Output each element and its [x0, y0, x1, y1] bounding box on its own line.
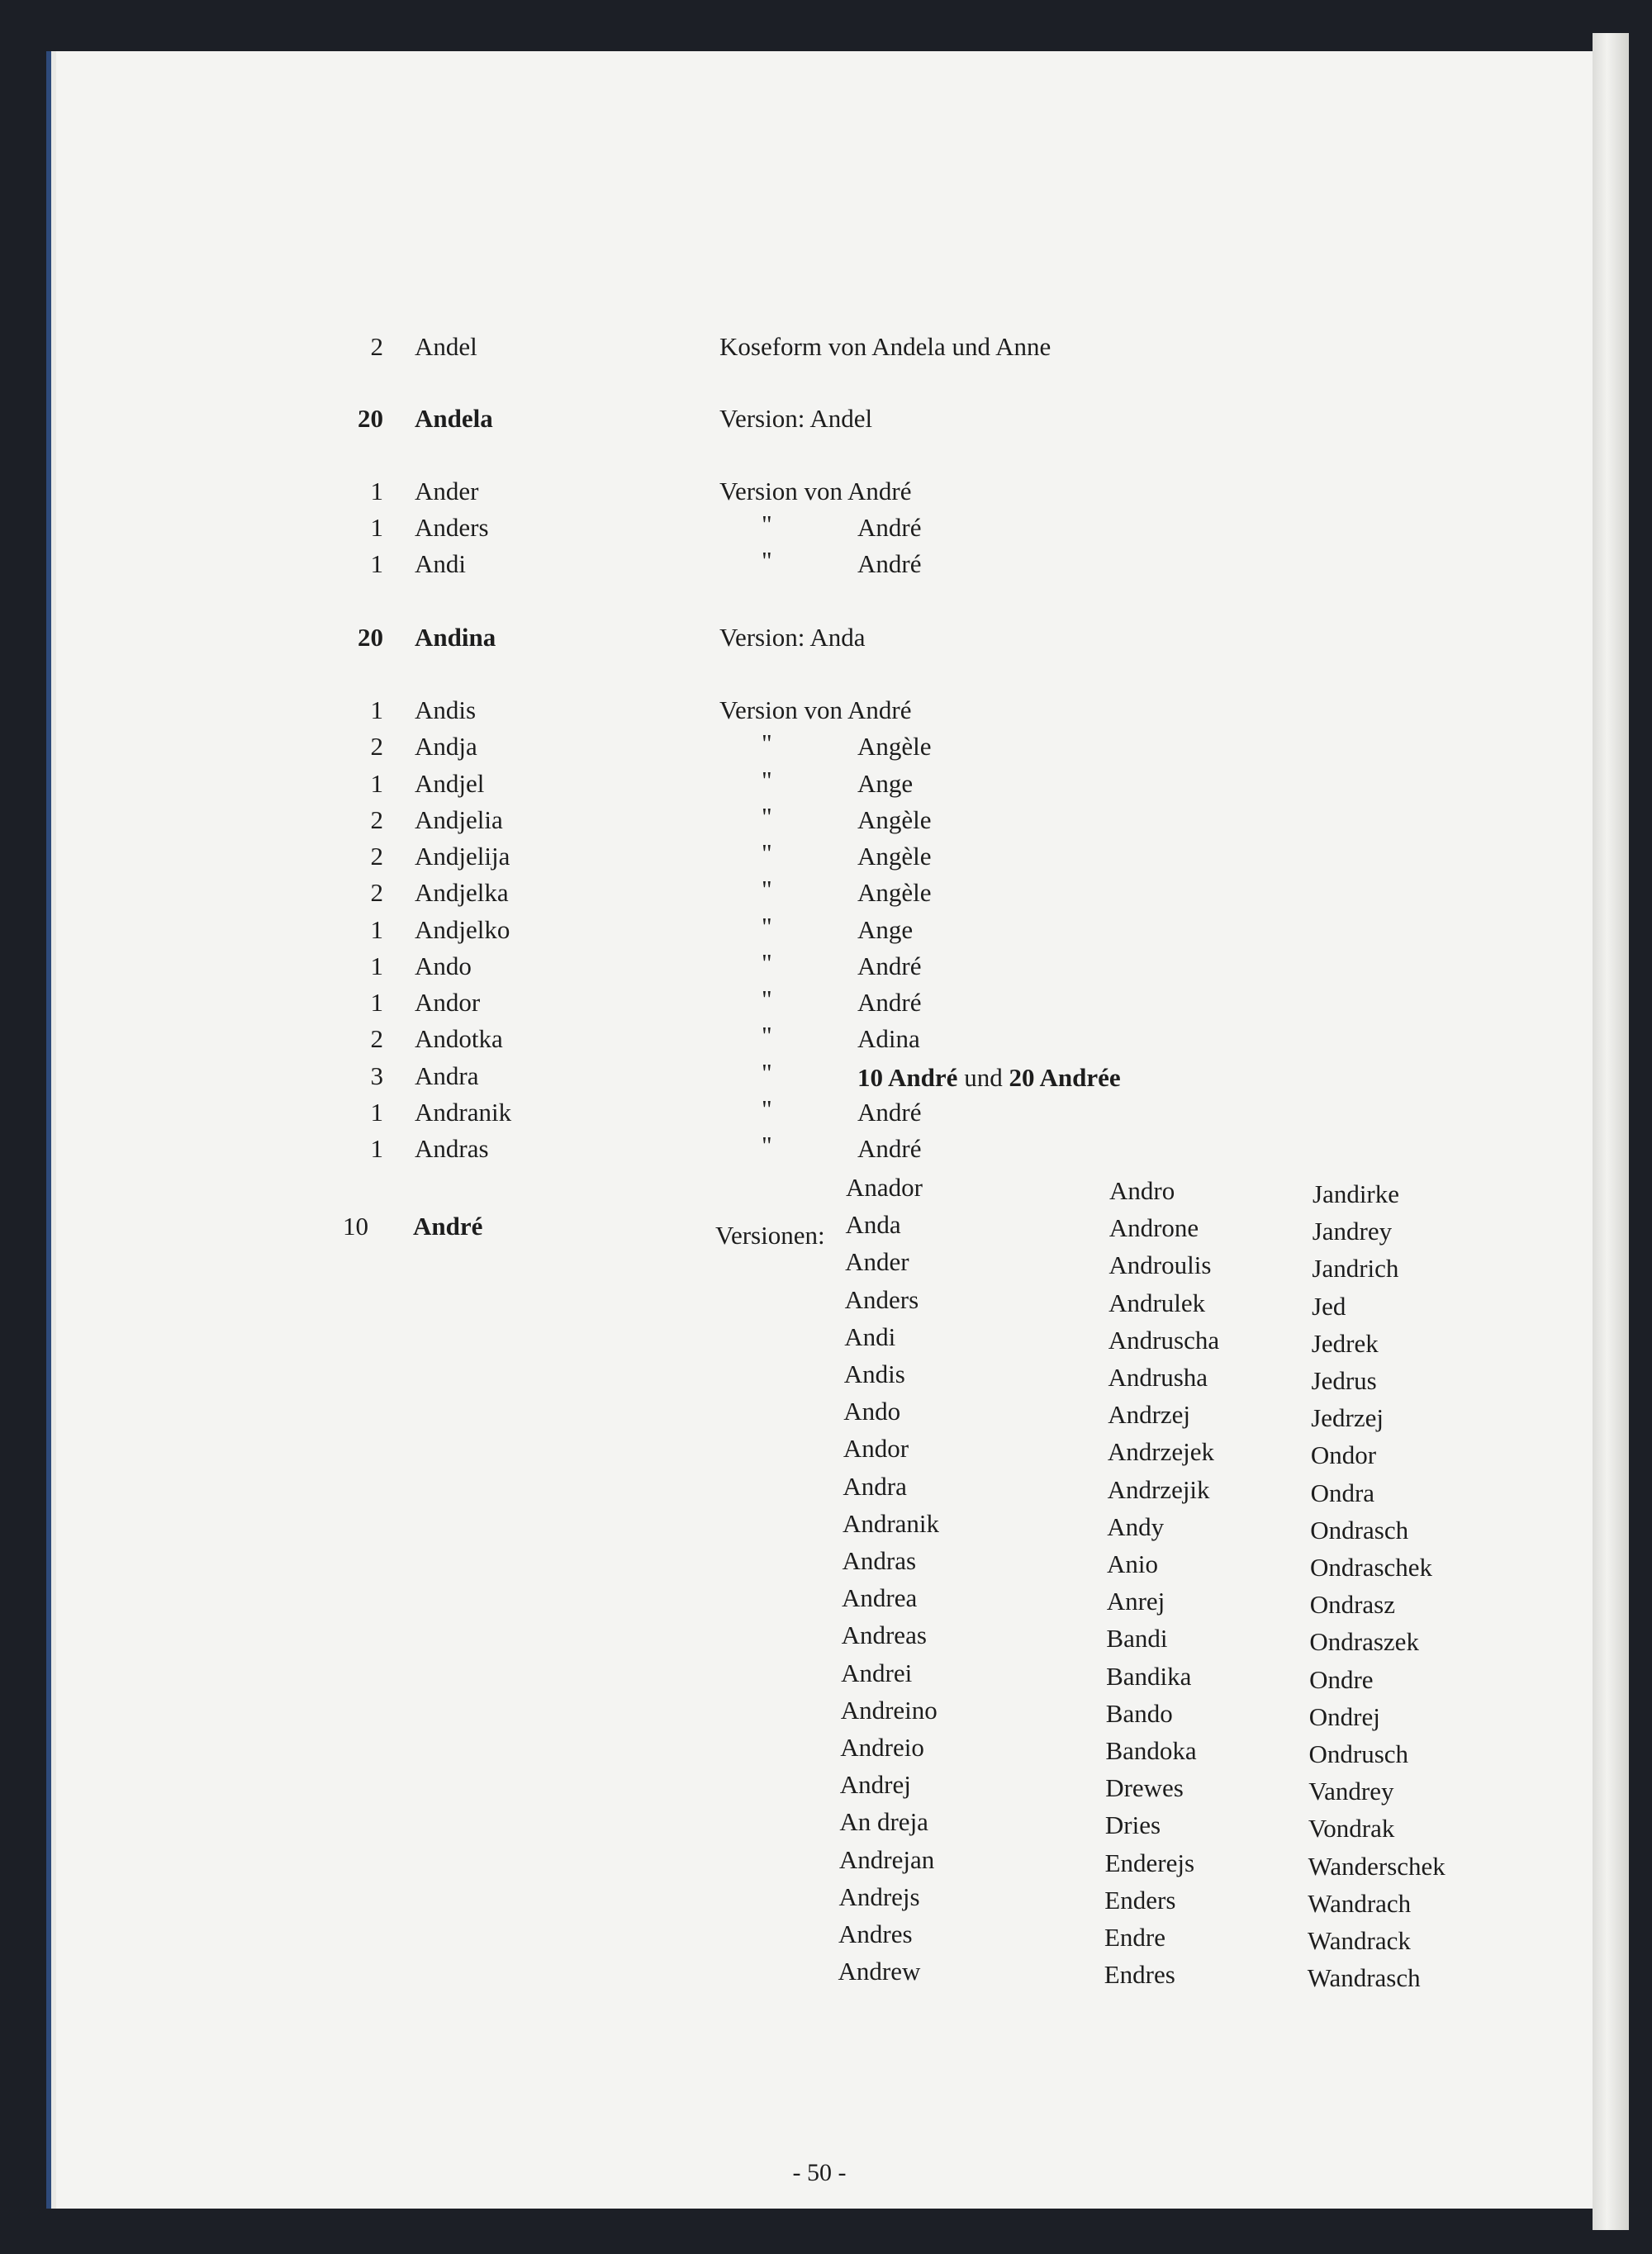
- version-name: Ondor: [1310, 1440, 1377, 1470]
- version-name: Anders: [844, 1284, 919, 1314]
- version-name: Andrzej: [1108, 1400, 1191, 1430]
- entry-count: 1: [370, 769, 383, 798]
- version-name: Vondrak: [1308, 1814, 1395, 1844]
- entry-reference: Angèle: [857, 842, 932, 871]
- version-name: Andranik: [842, 1508, 940, 1538]
- ditto-mark: ": [762, 912, 772, 941]
- version-name: Andreino: [840, 1695, 938, 1725]
- ditto-mark: ": [762, 1058, 772, 1087]
- entry-name: Anders: [415, 513, 489, 542]
- entry-name: Andotka: [415, 1024, 503, 1053]
- entry-count: 10: [343, 1212, 368, 1241]
- version-name: Andrulek: [1108, 1288, 1206, 1317]
- entry-reference: Angèle: [857, 805, 932, 834]
- version-name: Androulis: [1108, 1250, 1212, 1280]
- entry-count: 1: [370, 951, 383, 980]
- version-name: Ondraschek: [1310, 1553, 1433, 1582]
- version-name: Jedrus: [1311, 1366, 1377, 1395]
- version-name: Wandrasch: [1307, 1963, 1421, 1993]
- entry-count: 2: [370, 842, 383, 871]
- entry-name: Andor: [415, 988, 481, 1017]
- entry-reference: Adina: [857, 1024, 920, 1053]
- entry-name: Andina: [415, 623, 496, 652]
- version-name: Jedrzej: [1311, 1403, 1384, 1433]
- version-name: Endre: [1104, 1923, 1166, 1952]
- version-name: Anador: [846, 1173, 923, 1202]
- ditto-mark: ": [762, 510, 772, 539]
- version-name: Andis: [843, 1360, 905, 1388]
- ditto-mark: ": [762, 1131, 772, 1160]
- entry-count: 2: [370, 1024, 383, 1053]
- version-name: Anrej: [1106, 1587, 1165, 1616]
- version-name: Enders: [1104, 1885, 1176, 1915]
- entry-count: 1: [370, 695, 383, 724]
- ditto-mark: ": [762, 728, 772, 757]
- version-name: Jedrek: [1311, 1328, 1379, 1358]
- version-name: Wandrach: [1308, 1888, 1412, 1918]
- entry-name: Andjel: [415, 769, 485, 798]
- entry-name: Andjelia: [415, 805, 503, 834]
- entry-count: 20: [358, 623, 383, 652]
- page-edge: [1593, 33, 1629, 2230]
- book-page: [46, 51, 1593, 2209]
- version-name: Ondra: [1310, 1478, 1375, 1507]
- version-name: Jandirke: [1313, 1179, 1400, 1208]
- version-name: Wandrack: [1308, 1926, 1411, 1955]
- entry-name: Andjelija: [415, 842, 510, 871]
- entry-name: Andjelko: [415, 915, 510, 944]
- entry-name: Andela: [415, 404, 493, 433]
- version-name: Andrej: [839, 1770, 911, 1800]
- version-name: Ondraszek: [1309, 1627, 1419, 1657]
- ditto-mark: ": [762, 802, 772, 831]
- version-name: Andreas: [841, 1621, 927, 1650]
- version-name: Enderejs: [1104, 1848, 1195, 1877]
- entry-name: Ando: [415, 951, 472, 980]
- entry-name: Andras: [415, 1134, 489, 1163]
- ref-conjunction: und: [957, 1063, 1009, 1092]
- ditto-mark: ": [762, 875, 772, 904]
- version-name: Bandoka: [1105, 1736, 1197, 1765]
- ditto-mark: ": [762, 546, 772, 575]
- version-name: Bandi: [1106, 1624, 1168, 1654]
- version-name: Androne: [1108, 1213, 1199, 1243]
- entry-count: 20: [358, 404, 383, 433]
- version-name: Andrzejek: [1107, 1437, 1214, 1467]
- entry-reference: André: [857, 1134, 922, 1163]
- ditto-mark: ": [762, 838, 772, 867]
- ditto-mark: ": [762, 766, 772, 795]
- entry-reference: Angèle: [857, 732, 932, 761]
- version-name: Wanderschek: [1308, 1851, 1446, 1881]
- version-name: Bando: [1105, 1698, 1173, 1728]
- version-name: Andrusha: [1108, 1363, 1208, 1392]
- version-name: Andrejs: [838, 1881, 920, 1911]
- version-name: Andrea: [842, 1583, 918, 1613]
- version-name: Anda: [845, 1210, 901, 1240]
- version-name: Andruscha: [1108, 1325, 1220, 1355]
- version-name: Ondrej: [1308, 1701, 1380, 1731]
- entry-reference: André: [857, 951, 922, 980]
- version-name: Andrzejik: [1107, 1474, 1210, 1504]
- entry-count: 1: [370, 915, 383, 944]
- ditto-mark: ": [762, 985, 772, 1013]
- entry-count: 3: [370, 1061, 383, 1090]
- version-name: Ander: [845, 1247, 909, 1277]
- version-name: Jandrich: [1312, 1254, 1399, 1284]
- entry-description: Version von André: [719, 477, 912, 505]
- version-name: Andro: [1109, 1176, 1175, 1205]
- version-name: Jandrey: [1312, 1217, 1393, 1246]
- version-name: Ondrasz: [1309, 1590, 1395, 1620]
- entry-description: Version: Anda: [719, 623, 866, 652]
- version-name: Endres: [1104, 1960, 1175, 1990]
- entry-description: Version von André: [719, 695, 912, 724]
- entry-reference: Angèle: [857, 878, 932, 907]
- entry-reference: [857, 1063, 1121, 1093]
- entry-count: 2: [370, 878, 383, 907]
- versionen-label: Versionen:: [715, 1221, 825, 1250]
- entry-reference: André: [857, 513, 922, 542]
- entry-count: 2: [370, 332, 383, 361]
- entry-name: Andi: [415, 549, 466, 578]
- entry-count: 1: [370, 477, 383, 505]
- entry-reference: André: [857, 988, 922, 1017]
- page-number: - 50 -: [792, 2159, 847, 2186]
- entry-name: André: [413, 1212, 483, 1241]
- ref-andre: 10 André: [857, 1063, 958, 1092]
- entry-count: 2: [370, 805, 383, 834]
- entry-count: 1: [370, 513, 383, 542]
- version-name: Andreio: [840, 1733, 924, 1762]
- entry-name: Andja: [415, 732, 477, 761]
- version-name: Ondrusch: [1308, 1739, 1409, 1768]
- entry-count: 1: [370, 549, 383, 578]
- version-name: Andy: [1107, 1511, 1165, 1541]
- version-name: Andras: [842, 1546, 917, 1575]
- version-name: Vandrey: [1308, 1777, 1394, 1806]
- entry-count: 1: [370, 988, 383, 1017]
- entry-reference: André: [857, 549, 922, 578]
- version-name: Bandika: [1106, 1661, 1192, 1691]
- entry-name: Andra: [415, 1061, 479, 1090]
- entry-name: Andjelka: [415, 878, 509, 907]
- version-name: Ando: [843, 1397, 901, 1426]
- entry-count: 1: [370, 1098, 383, 1127]
- version-name: Andrei: [841, 1658, 913, 1687]
- entry-name: Ander: [415, 477, 479, 505]
- entry-name: Andis: [415, 695, 477, 724]
- version-name: Andi: [844, 1322, 896, 1351]
- version-name: Anio: [1107, 1549, 1158, 1578]
- version-name: Jed: [1312, 1291, 1346, 1321]
- entry-count: 1: [370, 1134, 383, 1163]
- version-name: Andres: [838, 1919, 913, 1948]
- version-name: Dries: [1104, 1810, 1161, 1840]
- entry-reference: André: [857, 1098, 922, 1127]
- ref-andree: 20 Andrée: [1009, 1063, 1121, 1092]
- version-name: Andrejan: [838, 1844, 935, 1874]
- entry-description: Version: Andel: [719, 404, 873, 433]
- ditto-mark: ": [762, 948, 772, 977]
- entry-count: 2: [370, 732, 383, 761]
- version-name: Drewes: [1105, 1773, 1184, 1803]
- entry-reference: Ange: [857, 915, 914, 944]
- entry-name: Andel: [415, 332, 477, 361]
- version-name: Ondre: [1309, 1664, 1374, 1694]
- ditto-mark: ": [762, 1021, 772, 1050]
- version-name: Andor: [843, 1434, 909, 1464]
- entry-description: Koseform von Andela und Anne: [719, 332, 1051, 361]
- ditto-mark: ": [762, 1094, 772, 1123]
- entry-reference: Ange: [857, 769, 914, 798]
- version-name: Andrew: [838, 1957, 921, 1986]
- version-name: An dreja: [839, 1807, 928, 1837]
- version-name: Ondrasch: [1310, 1515, 1409, 1545]
- entry-name: Andranik: [415, 1098, 512, 1127]
- version-name: Andra: [843, 1471, 907, 1501]
